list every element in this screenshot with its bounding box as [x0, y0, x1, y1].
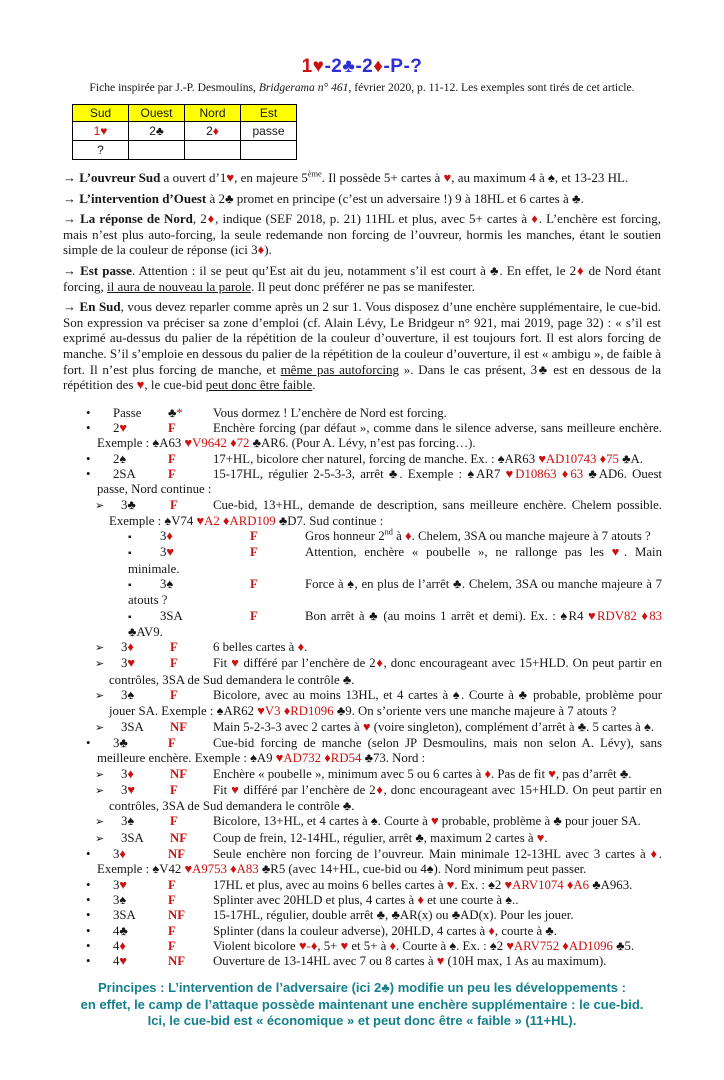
- bid-description: 15-17HL, régulier, double arrêt ♣, ♣AR(x) ou ♣AD(x). Pour les jouer.: [213, 908, 574, 923]
- list-row: [0, 688, 662, 720]
- list-row: [0, 767, 662, 783]
- forcing-tag: F: [168, 877, 176, 892]
- auction-table-wrap: [72, 104, 724, 160]
- list-bullet-icon: ➢: [95, 816, 105, 829]
- list-bullet-icon: ▪: [128, 579, 132, 591]
- footer-line: Ici, le cue-bid est « économique » et peut donc être « faible » (11+HL).: [147, 1013, 577, 1029]
- principles-footer: [0, 980, 724, 1030]
- bid-label: 4♥: [113, 954, 128, 969]
- footer-line: Principes : L’intervention de l’adversaire (ici 2♣) modifie un peu les développements :: [98, 980, 626, 996]
- paragraph-est-passe: → Est passe. Attention : il se peut qu’Est ait du jeu, notamment s’il est court à ♣. En effet, le 2♦ de Nord étant forcing, il aura de nouveau la parole. Il peut donc préférer ne pas se manifester.: [63, 262, 662, 294]
- paragraph-intervention: → L’intervention d’Ouest à 2♣ promet en principe (c’est un adversaire !) 9 à 18HL et 6 cartes à ♣.: [63, 190, 584, 206]
- bid-description: Fit ♥ différé par l’enchère de 2♦, donc encourageant avec 15+HLD. On peut partir en contrôles, 3SA de Sud demandera le contrôle ♣.: [109, 656, 662, 687]
- list-row: [0, 545, 662, 577]
- forcing-tag: F: [170, 782, 178, 797]
- bid-label: 3♥: [113, 877, 128, 892]
- bid-label: 3♦: [121, 766, 134, 781]
- list-row: [0, 406, 662, 421]
- bid-description: Cue-bid, 13+HL, demande de description, sans meilleure enchère. Chelem possible. Exemple : ♠V74 ♥A2 ♦ARD109 ♣D7. Sud continue :: [109, 497, 662, 528]
- list-row: [0, 529, 662, 545]
- paragraph-ouvreur: → L’ouvreur Sud a ouvert d’1♥, en majeure 5ème. Il possède 5+ cartes à ♥, au maximum 4 à ♠, et 13-23 HL.: [63, 168, 629, 185]
- bid-description: Gros honneur 2nd à ♦. Chelem, 3SA ou manche majeure à 7 atouts ?: [305, 527, 651, 544]
- bid-label: 2♠: [113, 451, 127, 466]
- bid-label: 3♦: [113, 847, 126, 862]
- bid-label: 3♥: [121, 782, 136, 797]
- list-row: [0, 609, 662, 641]
- bid-cell: 1♥: [73, 122, 129, 141]
- document-page: [0, 56, 724, 1080]
- bid-label: 3♦: [160, 529, 173, 544]
- auction-table: [72, 104, 297, 160]
- bid-description: 15-17HL, régulier 2-5-3-3, arrêt ♣. Exemple : ♠AR7 ♥D10863 ♦63 ♣AD6. Ouest passe, Nord continue :: [97, 466, 662, 497]
- bid-cell: ?: [73, 141, 129, 160]
- list-bullet-icon: •: [86, 466, 91, 481]
- forcing-tag: F: [170, 814, 178, 829]
- list-bullet-icon: ➢: [95, 832, 105, 845]
- forcing-tag: F: [168, 938, 176, 953]
- forcing-tag: F: [250, 545, 258, 560]
- list-bullet-icon: ➢: [95, 690, 105, 703]
- list-row: [0, 893, 662, 908]
- bid-label: Passe: [113, 405, 142, 420]
- seat-nord: Nord: [185, 105, 241, 122]
- bid-label: 3♣: [113, 735, 128, 750]
- list-row: [0, 878, 662, 893]
- list-row: [0, 421, 662, 452]
- list-row: [0, 954, 662, 969]
- intro-paragraphs: [0, 170, 724, 393]
- bid-label: 3♠: [160, 576, 174, 591]
- bid-label: 3♠: [121, 688, 135, 703]
- forcing-tag: NF: [168, 908, 186, 923]
- paragraph-en-sud: → En Sud, vous devez reparler comme après un 2 sur 1. Vous disposez d’une enchère supplémentaire, le cue-bid. Son expression va préciser sa zone d’emploi (cf. Alain Lévy, Le Bridgeur n° 921, mai 2019, page 32) : « s’il est exprimé au-dessus du palier de la répétition de la couleur d’ouverture, il est toujours fort. Il est alors forcing de manche. S’il s’emploie en dessous du palier de la répétition de la couleur d’ouverture, il est « ambigu », de faible à fort. Il n’est plus forcing de manche, et même pas autoforcing ». Dans le cas présent, 3♣ est en dessous de la répétition des ♥, le cue-bid peut donc être faible.: [63, 299, 662, 393]
- list-bullet-icon: ▪: [128, 548, 132, 560]
- list-bullet-icon: ▪: [128, 611, 132, 623]
- forcing-tag: F: [170, 688, 178, 703]
- forcing-tag: F: [168, 923, 176, 938]
- bid-cell: 2♣: [129, 122, 185, 141]
- forcing-tag: F: [170, 640, 178, 655]
- bid-label: 3♦: [121, 640, 134, 655]
- bid-cell: [185, 141, 241, 160]
- forcing-tag: F: [168, 451, 176, 466]
- bid-description: Vous dormez ! L’enchère de Nord est forcing.: [213, 405, 447, 420]
- bid-description: 17HL et plus, avec au moins 6 belles cartes à ♥. Ex. : ♠2 ♥ARV1074 ♦A6 ♣A963.: [213, 877, 633, 892]
- page-subtitle: Fiche inspirée par J.-P. Desmoulins, Bridgerama n° 461, février 2020, p. 11-12. Les exemples sont tirés de cet article.: [89, 81, 635, 94]
- list-bullet-icon: ➢: [95, 768, 105, 781]
- list-bullet-icon: •: [86, 938, 91, 953]
- bid-description: 17+HL, bicolore cher naturel, forcing de manche. Ex. : ♠AR63 ♥AD10743 ♦75 ♣A.: [213, 451, 643, 466]
- page-title: 1♥-2♣-2♦-P-?: [301, 56, 423, 77]
- list-row: [0, 908, 662, 923]
- list-bullet-icon: •: [86, 923, 91, 938]
- bid-label: 3SA: [121, 830, 144, 845]
- auction-header-row: [73, 105, 297, 122]
- bid-cell: passe: [241, 122, 297, 141]
- bid-description: Attention, enchère « poubelle », ne rallonge pas les ♥. Main minimale.: [128, 545, 662, 576]
- list-row: [0, 656, 662, 688]
- forcing-tag: NF: [168, 847, 186, 862]
- bid-label: 3♥: [160, 545, 175, 560]
- bid-label: 3SA: [160, 608, 183, 623]
- list-row: [0, 720, 662, 736]
- list-bullet-icon: •: [86, 421, 91, 436]
- forcing-tag: NF: [170, 719, 188, 734]
- bid-description: Bicolore, avec au moins 13HL, et 4 cartes à ♠. Courte à ♣ probable, problème pour jouer SA. Exemple : ♠AR62 ♥V3 ♦RD1096 ♣9. On s’oriente vers une manche majeure à 7 atouts ?: [109, 688, 662, 719]
- list-bullet-icon: •: [86, 892, 91, 907]
- bid-label: 3SA: [113, 908, 136, 923]
- forcing-tag: F: [250, 608, 258, 623]
- forcing-tag: NF: [170, 830, 188, 845]
- bid-description: Ouverture de 13-14HL avec 7 ou 8 cartes à ♥ (10H max, 1 As au maximum).: [213, 954, 607, 969]
- bid-label: 4♣: [113, 923, 128, 938]
- list-row: [0, 452, 662, 467]
- bid-cell: 2♦: [185, 122, 241, 141]
- seat-est: Est: [241, 105, 297, 122]
- bid-label: 3♠: [113, 892, 127, 907]
- forcing-tag: F: [250, 529, 258, 544]
- list-row: [0, 814, 662, 830]
- bid-description: Enchère « poubelle », minimum avec 5 ou 6 cartes à ♦. Pas de fit ♥, pas d’arrêt ♣.: [213, 766, 632, 781]
- bid-description: Bon arrêt à ♣ (au moins 1 arrêt et demi). Ex. : ♠R4 ♥RDV82 ♦83 ♣AV9.: [128, 608, 662, 639]
- bid-label: 3♥: [121, 656, 136, 671]
- bid-description: Bicolore, 13+HL, et 4 cartes à ♠. Courte à ♥ probable, problème à ♣ pour jouer SA.: [213, 814, 641, 829]
- forcing-tag: F: [168, 735, 176, 750]
- bid-cell: [129, 141, 185, 160]
- forcing-tag: F: [168, 421, 176, 436]
- forcing-tag: NF: [168, 954, 186, 969]
- forcing-tag: F: [168, 466, 176, 481]
- list-row: [0, 467, 662, 498]
- list-bullet-icon: ➢: [95, 658, 105, 671]
- bid-label: 3SA: [121, 719, 144, 734]
- auction-row: [73, 122, 297, 141]
- bid-description: Enchère forcing (par défaut », comme dans le silence adverse, sans meilleure enchère. Exemple : ♠A63 ♥V9642 ♦72 ♣AR6. (Pour A. Lévy, n’est pas forcing…).: [97, 421, 662, 451]
- forcing-tag: F: [168, 892, 176, 907]
- list-bullet-icon: •: [86, 847, 91, 862]
- list-bullet-icon: •: [86, 954, 91, 969]
- list-bullet-icon: •: [86, 877, 91, 892]
- footer-line: en effet, le camp de l’attaque possède maintenant une enchère supplémentaire : le cue-bid.: [80, 996, 644, 1012]
- list-bullet-icon: ➢: [95, 499, 105, 512]
- list-bullet-icon: •: [86, 908, 91, 923]
- auction-row: [73, 141, 297, 160]
- list-row: [0, 924, 662, 939]
- list-row: [0, 783, 662, 815]
- bid-label: 2SA: [113, 466, 136, 481]
- bid-description: Cue-bid forcing de manche (selon JP Desmoulins, mais non selon A. Lévy), sans meilleure enchère. Exemple : ♠A9 ♥AD732 ♦RD54 ♣73. Nord :: [97, 735, 662, 766]
- list-row: [0, 577, 662, 609]
- bid-label: 4♦: [113, 938, 126, 953]
- forcing-tag: ♣*: [168, 405, 183, 420]
- bid-description: Seule enchère non forcing de l’ouvreur. Main minimale 12-13HL avec 3 cartes à ♦. Exemple : ♠V42 ♥A9753 ♦A83 ♣R5 (avec 14+HL, cue-bid ou 4♠). Nord minimum peut passer.: [97, 847, 662, 877]
- bid-label: 3♣: [121, 497, 136, 512]
- list-row: [0, 640, 662, 656]
- bid-description: Fit ♥ différé par l’enchère de 2♦, donc encourageant avec 15+HLD. On peut partir en contrôles, 3SA de Sud demandera le contrôle ♣.: [109, 782, 662, 814]
- bid-description: Coup de frein, 12-14HL, régulier, arrêt ♣, maximum 2 cartes à ♥.: [213, 830, 548, 845]
- seat-ouest: Ouest: [129, 105, 185, 122]
- list-bullet-icon: ➢: [95, 784, 105, 797]
- list-row: [0, 831, 662, 847]
- bid-description: Force à ♠, en plus de l’arrêt ♣. Chelem, 3SA ou manche majeure à 7 atouts ?: [128, 576, 662, 608]
- bid-label: 3♠: [121, 814, 135, 829]
- bid-list: [0, 406, 724, 970]
- list-bullet-icon: •: [86, 405, 91, 420]
- bid-description: Main 5-2-3-3 avec 2 cartes à ♥ (voire singleton), complément d’arrêt à ♣. 5 cartes à ♠.: [213, 719, 655, 734]
- bid-cell: [241, 141, 297, 160]
- bid-description: Splinter (dans la couleur adverse), 20HLD, 4 cartes à ♦, courte à ♣.: [213, 923, 557, 938]
- seat-sud: Sud: [73, 105, 129, 122]
- list-row: [0, 847, 662, 878]
- bid-description: 6 belles cartes à ♦.: [213, 640, 308, 655]
- paragraph-reponse-nord: → La réponse de Nord, 2♦, indique (SEF 2018, p. 21) 11HL et plus, avec 5+ cartes à ♦. L’enchère est forcing, mais n’est plus auto-forcing, la seule redemande non forcing de l’ouvreur, hormis les manches, étant le soutien simple de la couleur de réponse (ici 3♦).: [63, 211, 662, 258]
- list-bullet-icon: ➢: [95, 721, 105, 734]
- list-bullet-icon: ▪: [128, 532, 132, 544]
- forcing-tag: F: [170, 656, 178, 671]
- list-row: [0, 736, 662, 767]
- forcing-tag: NF: [170, 766, 188, 781]
- list-bullet-icon: •: [86, 735, 91, 750]
- list-bullet-icon: ➢: [95, 642, 105, 655]
- list-row: [0, 939, 662, 954]
- bid-description: Splinter avec 20HLD et plus, 4 cartes à ♦ et une courte à ♠..: [213, 892, 519, 907]
- forcing-tag: F: [250, 576, 258, 591]
- bid-label: 2♥: [113, 421, 128, 436]
- bid-description: Violent bicolore ♥-♦, 5+ ♥ et 5+ à ♦. Courte à ♠. Ex. : ♠2 ♥ARV752 ♦AD1096 ♣5.: [213, 938, 635, 953]
- list-row: [0, 498, 662, 530]
- forcing-tag: F: [170, 497, 178, 512]
- list-bullet-icon: •: [86, 451, 91, 466]
